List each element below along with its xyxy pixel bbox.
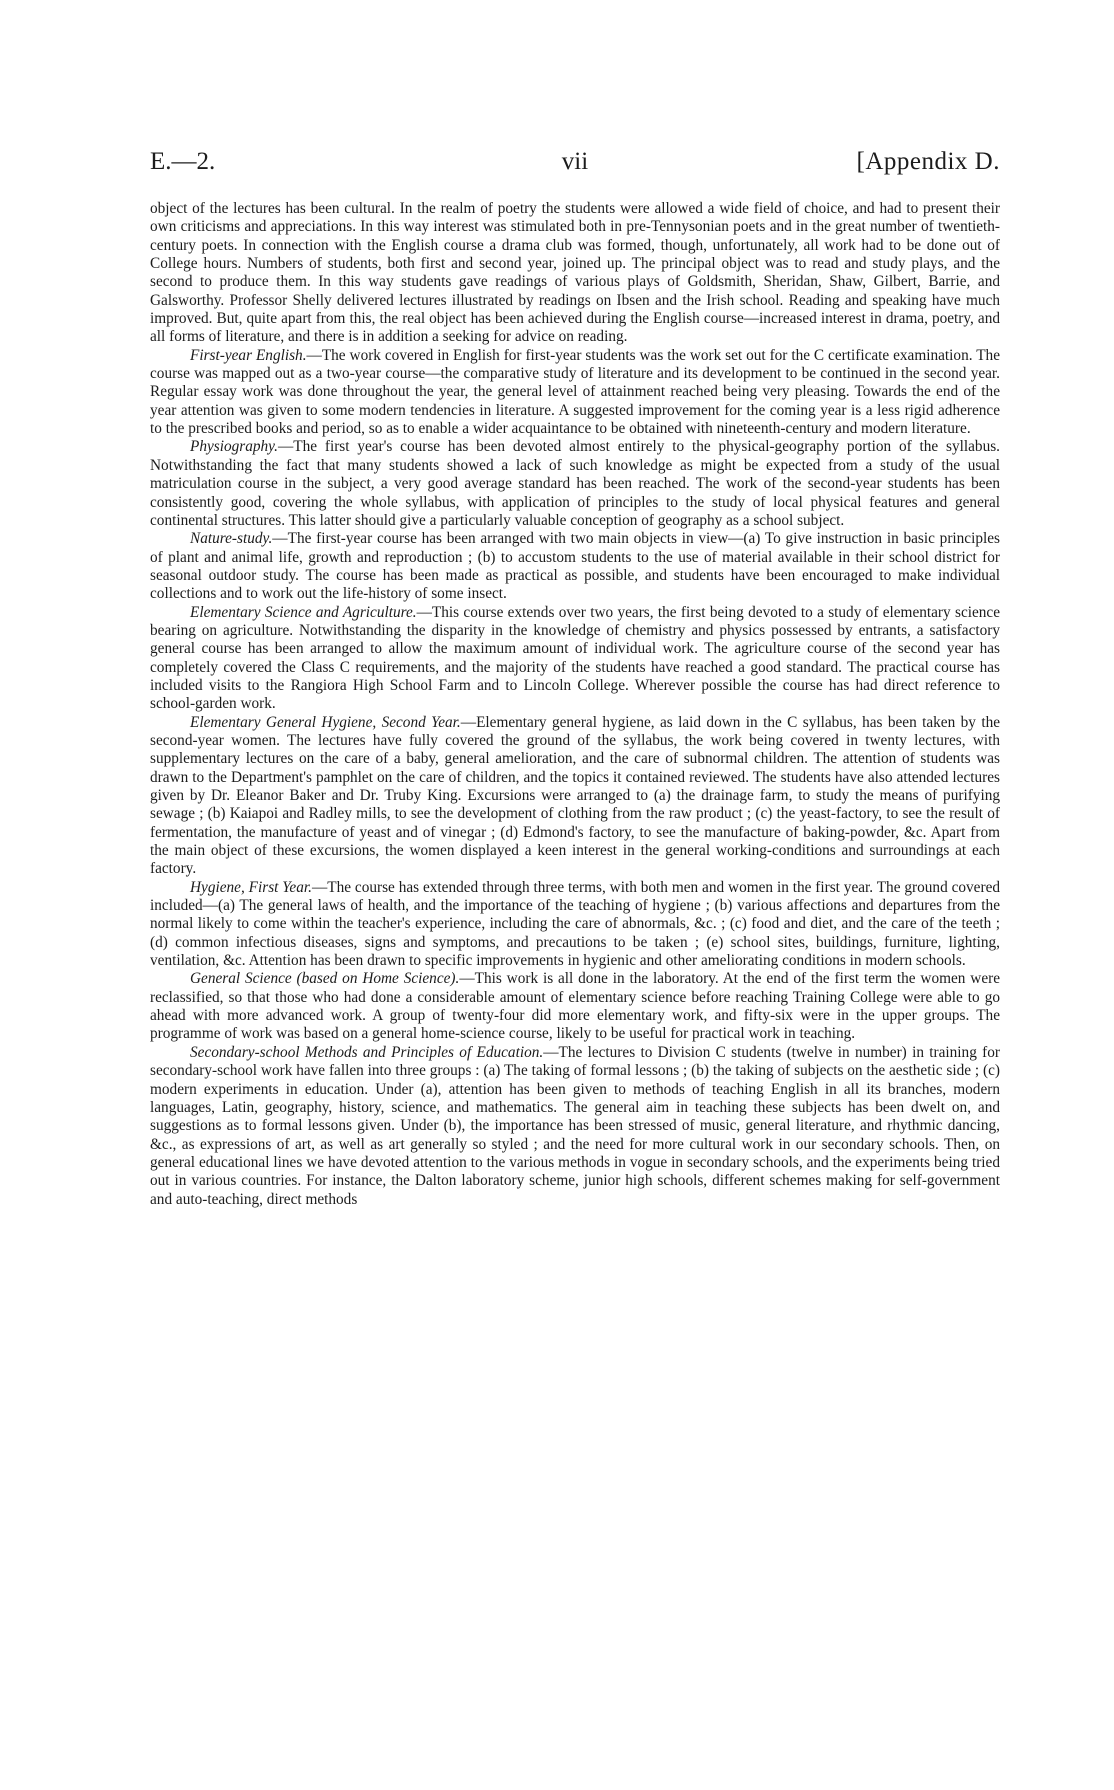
paragraph-text: —The first-year course has been arranged with two main objects in view—(a) To give instruction in basic principles of plant and animal life, growth and reproduction ; (b) to accustom students to the use of material available in their school district for seasonal outdoor study. The course has been made as practical as possible, and students have been encouraged to make individual collections and to work out the life-history of some insect. — [150, 530, 1000, 603]
paragraph-secondary-school-methods — [150, 1044, 1000, 1209]
paragraph-physiography — [150, 438, 1000, 530]
section-heading: Secondary-school Methods and Principles of Education. — [190, 1043, 544, 1061]
page-number: vii — [561, 148, 589, 175]
paragraph-text: object of the lectures has been cultural. In the realm of poetry the students were allowed a wide field of choice, and had to present their own criticisms and appreciations. In this way interest was stimulated both in pre-Tennysonian poets and in the great number of twentieth-century poets. In connection with the English course a drama club was formed, though, unfortunately, all work had to be done out of College hours. Numbers of students, both first and second year, joined up. The principal object was to read and study plays, and the second to produce them. In this way students gave readings of various plays of Goldsmith, Sheridan, Shaw, Gilbert, Barrie, and Galsworthy. Professor Shelly delivered lectures illustrated by readings on Ibsen and the Irish school. Reading and speaking have much improved. But, quite apart from this, the real object has been achieved during the English course—increased interest in drama, poetry, and all forms of literature, and there is in addition a seeking for advice on reading. — [150, 200, 1000, 346]
body-text — [150, 200, 1000, 1209]
paragraph-text: —Elementary general hygiene, as laid down in the C syllabus, has been taken by the second-year women. The lectures have fully covered the ground of the syllabus, the work being covered in twenty lectures, with supplementary lectures on the care of a baby, general amelioration, and the care of subnormal children. The attention of students was drawn to the Department's pamphlet on the care of children, and the topics it contained reviewed. The students have also attended lectures given by Dr. Eleanor Baker and Dr. Truby King. Excursions were arranged to (a) the drainage farm, to study the means of purifying sewage ; (b) Kaiapoi and Radley mills, to see the development of clothing from the raw product ; (c) the yeast-factory, to see the result of fermentation, the manufacture of yeast and of vinegar ; (d) Edmond's factory, to see the manufacture of baking-powder, &c. Apart from the main object of these excursions, the women displayed a keen interest in the general working-conditions and surroundings at each factory. — [150, 713, 1001, 878]
section-heading: General Science (based on Home Science). — [190, 970, 460, 988]
section-heading: Nature-study. — [190, 530, 273, 548]
document-reference: E.—2. — [150, 148, 216, 175]
section-heading: Elementary Science and Agriculture. — [190, 603, 417, 621]
paragraph-text: —The lectures to Division C students (twelve in number) in training for secondary-school work have fallen into three groups : (a) The taking of formal lessons ; (b) the taking of subjects on the aesthetic side ; (c) modern experiments in education. Under (a), attention has been given to methods of teaching English in all its branches, modern languages, Latin, geography, history, science, and mathematics. The general aim in teaching these subjects has been dwelt on, and suggestions as to formal lessons given. Under (b), the importance has been stressed of music, general literature, and rhythmic dancing, &c., as expressions of art, as well as art generally so styled ; and the need for more cultural work in our secondary schools. Then, on general educational lines we have devoted attention to the various methods in vogue in secondary schools, and the experiments being tried out in various countries. For instance, the Dalton laboratory scheme, junior high schools, different schemes making for self-government and auto-teaching, direct methods — [150, 1043, 1000, 1208]
appendix-label: [Appendix D. — [856, 148, 1000, 175]
paragraph-first-year-english — [150, 347, 1000, 439]
section-heading: First-year English. — [190, 346, 307, 364]
paragraph-text: —The first year's course has been devoted almost entirely to the physical-geography portion of the syllabus. Notwithstanding the fact that many students showed a lack of such knowledge as might be expected from a study of the usual matriculation course in the subject, a very good average standard has been reached. The work of the second-year students has been consistently good, covering the whole syllabus, with application of principles to the study of local physical features and general continental structures. This latter should give a particularly valuable conception of geography as a school subject. — [150, 438, 1000, 529]
section-heading: Hygiene, First Year. — [190, 878, 312, 896]
paragraph-general-science — [150, 970, 1000, 1043]
paragraph-text: —The work covered in English for first-year students was the work set out for the C certificate examination. The course was mapped out as a two-year course—the comparative study of literature and its development to be continued in the second year. Regular essay work was done throughout the year, the general level of attainment reached being very pleasing. Towards the end of the year attention was given to some modern tendencies in literature. A suggested improvement for the coming year is a less rigid adherence to the prescribed books and period, so as to enable a wider acquaintance to be obtained with nineteenth-century and modern literature. — [150, 346, 1000, 438]
paragraph-text: —This course extends over two years, the first being devoted to a study of elementary science bearing on agriculture. Notwithstanding the disparity in the knowledge of chemistry and physics possessed by entrants, a satisfactory general course has been arranged to allow the maximum amount of individual work. The agriculture course of the second year has completely covered the Class C requirements, and the majority of the students have reached a good standard. The practical course has included visits to the Rangiora High School Farm and to Lincoln College. Wherever possible the course has had direct reference to school-garden work. — [150, 603, 1000, 713]
page-header — [150, 148, 1000, 182]
paragraph-hygiene-first-year — [150, 879, 1000, 971]
paragraph-drama-continuation — [150, 200, 1000, 347]
paragraph-nature-study — [150, 530, 1000, 603]
paragraph-text: —This work is all done in the laboratory. At the end of the first term the women were reclassified, so that those who had done a considerable amount of elementary science before reaching Training College were able to go ahead with more advanced work. A group of twenty-four did more elementary work, and fifty-six were in the upper groups. The programme of work was based on a general home-science course, likely to be useful for practical work in teaching. — [150, 970, 1001, 1043]
paragraph-text: —The course has extended through three terms, with both men and women in the first year. The ground covered included—(a) The general laws of health, and the importance of the teaching of hygiene ; (b) various affections and departures from the normal likely to come within the teacher's experience, including the care of abnormals, &c. ; (c) food and diet, and the care of the teeth ; (d) common infectious diseases, signs and symptoms, and precautions to be taken ; (e) school sites, buildings, furniture, lighting, ventilation, &c. Attention has been drawn to specific improvements in hygienic and other ameliorating conditions in modern schools. — [150, 878, 1001, 970]
section-heading: Physiography. — [190, 438, 278, 456]
paragraph-elementary-science-agriculture — [150, 604, 1000, 714]
section-heading: Elementary General Hygiene, Second Year. — [190, 713, 461, 731]
paragraph-general-hygiene-second-year — [150, 714, 1000, 879]
